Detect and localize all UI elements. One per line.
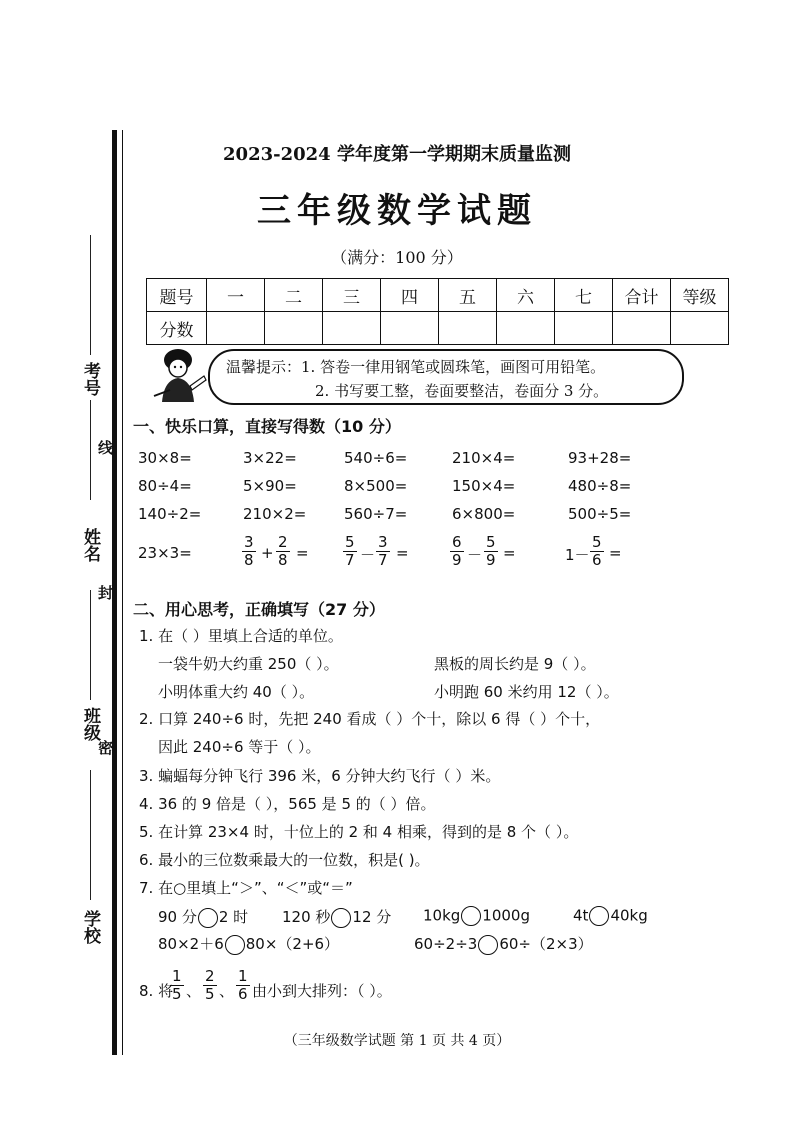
fraction: $\frac{1}{6}$ (238, 967, 248, 1003)
name-line (90, 400, 91, 500)
page-footer: （三年级数学试题 第 1 页 共 4 页） (283, 1033, 511, 1049)
tip-line-2: 2. 书写要工整，卷面要整洁，卷面分 3 分。 (315, 382, 609, 400)
exam-title: 三年级数学试题 (257, 191, 537, 231)
math-item: 3×22= (243, 449, 297, 467)
compare-circle[interactable] (461, 906, 481, 926)
equals: = (503, 544, 516, 562)
score-cell: 四 (381, 279, 439, 312)
score-table-header-row (147, 279, 729, 312)
fraction: $\frac{6}{9}$ (452, 533, 462, 569)
compare-item: 60÷2÷3 60÷（2×3） (414, 935, 593, 953)
stitch-mark-mi: 密 (96, 740, 114, 755)
compare-circle[interactable] (225, 935, 245, 955)
math-item: 150×4= (452, 477, 516, 495)
math-item: 480÷8= (568, 477, 632, 495)
stitch-mark-xian: 线 (96, 440, 114, 455)
exam-term: 2023-2024 学年度第一学期期末质量监测 (223, 144, 571, 165)
score-input-cell[interactable] (671, 312, 729, 345)
score-input-cell[interactable] (381, 312, 439, 345)
separator: 、 (186, 982, 202, 1000)
math-item: 210×2= (243, 505, 307, 523)
teacher-mascot-icon (150, 346, 208, 404)
compare-item: 120 秒 12 分 (282, 908, 392, 926)
score-cell: 等级 (671, 279, 729, 312)
question-6[interactable]: 6. 最小的三位数乘最大的一位数，积是( )。 (139, 851, 430, 869)
section1-title: 一、快乐口算，直接写得数（10 分） (133, 417, 401, 436)
name-label: 姓名 (80, 528, 100, 562)
math-item: 500÷5= (568, 505, 632, 523)
question-1a[interactable]: 一袋牛奶大约重 250（ ）。 (158, 655, 339, 673)
operator: － (360, 546, 376, 564)
score-cell: 二 (265, 279, 323, 312)
binding-rule-thin (122, 130, 123, 1055)
math-item: 23×3= (138, 544, 192, 562)
math-item: 560÷7= (344, 505, 408, 523)
tip-line-1: 温馨提示：1. 答卷一律用钢笔或圆珠笔，画图可用铅笔。 (226, 358, 606, 376)
compare-item: 80×2＋6 80×（2+6） (158, 935, 340, 953)
question-1: 1. 在（ ）里填上合适的单位。 (139, 627, 343, 645)
score-input-cell[interactable] (439, 312, 497, 345)
math-item: 5×90= (243, 477, 297, 495)
compare-item: 4t 40kg (573, 906, 648, 925)
question-3[interactable]: 3. 蝙蝠每分钟飞行 396 米，6 分钟大约飞行（ ）米。 (139, 767, 501, 785)
school-line (90, 770, 91, 900)
score-row-label: 分数 (147, 312, 207, 345)
score-cell: 题号 (147, 279, 207, 312)
fraction: $\frac{2}{5}$ (205, 967, 215, 1003)
score-cell: 一 (207, 279, 265, 312)
fraction: $\frac{5}{6}$ (592, 533, 602, 569)
math-item: 6×800= (452, 505, 516, 523)
math-item: 80÷4= (138, 477, 192, 495)
score-input-cell[interactable] (497, 312, 555, 345)
question-8-suffix[interactable]: 由小到大排列：（ ）。 (252, 982, 392, 1000)
compare-circle[interactable] (589, 906, 609, 926)
compare-circle[interactable] (198, 908, 218, 928)
math-item: 30×8= (138, 449, 192, 467)
score-input-cell[interactable] (265, 312, 323, 345)
fraction: $\frac{5}{7}$ (345, 533, 355, 569)
compare-circle[interactable] (331, 908, 351, 928)
score-input-cell[interactable] (555, 312, 613, 345)
equals: = (396, 544, 409, 562)
fraction: $\frac{5}{9}$ (486, 533, 496, 569)
fraction: $\frac{3}{7}$ (378, 533, 388, 569)
section2-title: 二、用心思考，正确填写（27 分） (133, 600, 385, 619)
math-item: 8×500= (344, 477, 408, 495)
question-4[interactable]: 4. 36 的 9 倍是（ ），565 是 5 的（ ）倍。 (139, 795, 436, 813)
fraction: $\frac{2}{8}$ (278, 533, 288, 569)
score-cell: 五 (439, 279, 497, 312)
question-8-prefix: 8. 将 (139, 982, 174, 1000)
operator: + (261, 544, 274, 562)
question-2a[interactable]: 2. 口算 240÷6 时，先把 240 看成（ ）个十，除以 6 得（ ）个十， (139, 710, 601, 728)
question-5[interactable]: 5. 在计算 23×4 时，十位上的 2 和 4 相乘，得到的是 8 个（ ）。 (139, 823, 579, 841)
question-2b[interactable]: 因此 240÷6 等于（ ）。 (158, 738, 321, 756)
operator: － (467, 546, 483, 564)
compare-circle[interactable] (478, 935, 498, 955)
question-1d[interactable]: 小明跑 60 米约用 12（ ）。 (434, 683, 619, 701)
score-input-cell[interactable] (323, 312, 381, 345)
separator: 、 (219, 982, 235, 1000)
exam-no-label: 考号 (80, 362, 100, 396)
full-score-note: （满分：100 分） (331, 248, 463, 267)
math-item: 540÷6= (344, 449, 408, 467)
stitch-mark-feng: 封 (96, 585, 114, 600)
score-input-cell[interactable] (613, 312, 671, 345)
question-1c[interactable]: 小明体重大约 40（ ）。 (158, 683, 315, 701)
equals: = (609, 544, 622, 562)
question-1b[interactable]: 黑板的周长约是 9（ ）。 (434, 655, 596, 673)
equals: = (296, 544, 309, 562)
compare-item: 90 分 2 时 (158, 908, 249, 926)
question-7: 7. 在○里填上“＞”、“＜”或“＝” (139, 879, 353, 897)
score-input-cell[interactable] (207, 312, 265, 345)
operand: 1－ (565, 546, 590, 564)
score-cell: 合计 (613, 279, 671, 312)
math-item: 93+28= (568, 449, 632, 467)
score-table (146, 278, 729, 345)
score-cell: 六 (497, 279, 555, 312)
math-item: 210×4= (452, 449, 516, 467)
class-line (90, 590, 91, 700)
compare-item: 10kg 1000g (423, 906, 530, 925)
school-label: 学校 (80, 910, 100, 944)
math-item: 140÷2= (138, 505, 202, 523)
score-cell: 七 (555, 279, 613, 312)
score-cell: 三 (323, 279, 381, 312)
score-table-score-row (147, 312, 729, 345)
fraction: $\frac{3}{8}$ (244, 533, 254, 569)
class-label: 班级 (80, 707, 100, 741)
fraction: $\frac{1}{5}$ (172, 967, 182, 1003)
